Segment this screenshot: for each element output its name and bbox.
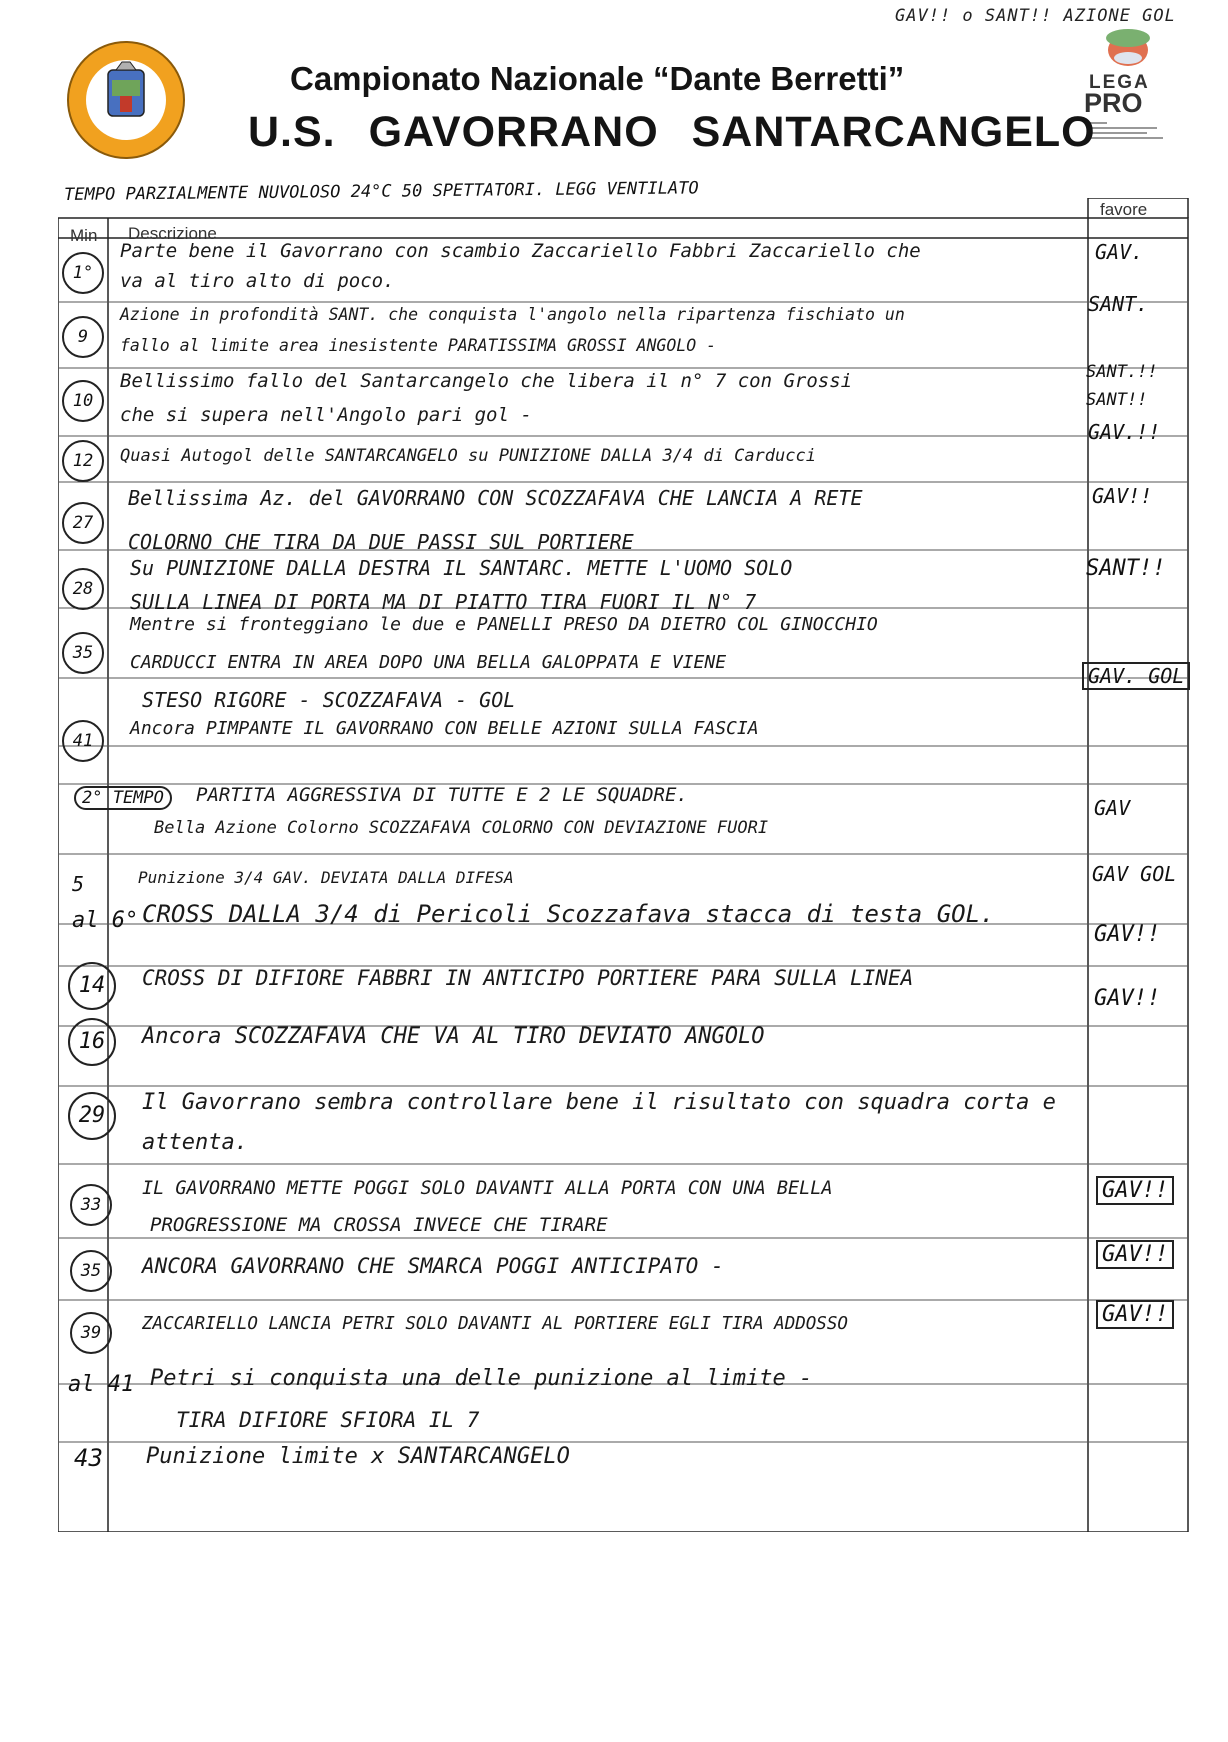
minute-marker: 16 <box>68 1018 116 1066</box>
second-half-label: 2° TEMPO <box>74 786 172 810</box>
entry-text: CARDUCCI ENTRA IN AREA DOPO UNA BELLA GALOPPATA E VIENE <box>130 652 727 673</box>
favore-value: GAV GOL <box>1092 862 1177 886</box>
entry-text: Ancora SCOZZAFAVA CHE VA AL TIRO DEVIATO ANGOLO <box>142 1024 765 1049</box>
column-header-favore: favore <box>1100 200 1148 219</box>
match-teams: U.S. GAVORRANO SANTARCANGELO <box>248 108 1096 156</box>
minute-marker: 41 <box>62 720 104 762</box>
entry-text: Petri si conquista una delle punizione al limite - <box>150 1366 813 1391</box>
entry-text: Ancora PIMPANTE IL GAVORRANO CON BELLE AZIONI SULLA FASCIA <box>130 718 759 739</box>
minute-marker: 27 <box>62 502 104 544</box>
minute-marker: 43 <box>74 1444 103 1472</box>
entry-text: Azione in profondità SANT. che conquista l'angolo nella ripartenza fischiato un <box>120 305 905 324</box>
minute-marker: 9 <box>62 316 104 358</box>
minute-marker: 10 <box>62 380 104 422</box>
minute-marker: 28 <box>62 568 104 610</box>
lega-pro-logo-line1: LEGA <box>1089 72 1150 93</box>
entry-text: IL GAVORRANO METTE POGGI SOLO DAVANTI ALLA PORTA CON UNA BELLA <box>142 1178 833 1199</box>
minute-marker: 35 <box>62 632 104 674</box>
minute-marker: 12 <box>62 440 104 482</box>
column-header-min: Min <box>70 226 98 245</box>
favore-value: SANT!! <box>1086 556 1166 581</box>
lega-pro-logo-fineprint <box>1087 122 1165 142</box>
column-header-descrizione: Descrizione <box>128 224 217 243</box>
entry-text: PROGRESSIONE MA CROSSA INVECE CHE TIRARE <box>150 1214 608 1236</box>
favore-value: SANT.!! SANT!! <box>1086 362 1158 410</box>
favore-value: GAV. GOL <box>1082 662 1190 690</box>
minute-marker: 5 <box>72 872 85 896</box>
favore-value: GAV <box>1094 796 1131 820</box>
entry-text: Parte bene il Gavorrano con scambio Zaccariello Fabbri Zaccariello che <box>120 240 921 262</box>
entry-text: Punizione limite x SANTARCANGELO <box>146 1444 570 1469</box>
entry-text: COLORNO CHE TIRA DA DUE PASSI SUL PORTIERE <box>128 530 634 554</box>
entry-text: Bellissima Az. del GAVORRANO CON SCOZZAFAVA CHE LANCIA A RETE <box>128 486 863 510</box>
minute-marker: al 41 <box>68 1372 135 1397</box>
entry-text: fallo al limite area inesistente PARATISSIMA GROSSI ANGOLO - <box>120 336 717 355</box>
entry-text: PARTITA AGGRESSIVA DI TUTTE E 2 LE SQUADRE. <box>196 784 688 806</box>
entry-text: attenta. <box>142 1130 248 1155</box>
favore-value: GAV. <box>1095 240 1144 264</box>
entry-text: Su PUNIZIONE DALLA DESTRA IL SANTARC. METTE L'UOMO SOLO <box>130 556 793 580</box>
entry-text: SULLA LINEA DI PORTA MA DI PIATTO TIRA FUORI IL N° 7 <box>130 590 757 614</box>
favore-value: GAV!! <box>1096 1240 1174 1269</box>
entry-text: TIRA DIFIORE SFIORA IL 7 <box>176 1408 480 1432</box>
minute-marker: 14 <box>68 962 116 1010</box>
minute-marker: 33 <box>70 1184 112 1226</box>
favore-value: GAV!! <box>1094 986 1161 1011</box>
entry-text: CROSS DI DIFIORE FABBRI IN ANTICIPO PORTIERE PARA SULLA LINEA <box>142 966 914 990</box>
top-legend: GAV!! o SANT!! AZIONE GOL <box>895 6 1176 26</box>
entry-text: va al tiro alto di poco. <box>120 270 395 292</box>
entry-text: CROSS DALLA 3/4 di Pericoli Scozzafava stacca di testa GOL. <box>142 900 995 928</box>
championship-title: Campionato Nazionale “Dante Berretti” <box>290 60 905 97</box>
entry-text: STESO RIGORE - SCOZZAFAVA - GOL <box>142 688 516 712</box>
favore-value: GAV!! <box>1096 1300 1174 1329</box>
favore-value: GAV!! <box>1092 484 1153 508</box>
favore-value: SANT. <box>1088 292 1149 316</box>
weather-conditions: TEMPO PARZIALMENTE NUVOLOSO 24°C 50 SPETTATORI. LEGG VENTILATO <box>64 178 699 205</box>
entry-text: Bellissimo fallo del Santarcangelo che libera il n° 7 con Grossi <box>120 370 853 392</box>
minute-marker: 39 <box>70 1312 112 1354</box>
entry-text: Punizione 3/4 GAV. DEVIATA DALLA DIFESA <box>138 868 514 887</box>
lega-pro-logo-line2: PRO <box>1084 88 1143 118</box>
entry-text: che si supera nell'Angolo pari gol - <box>120 404 532 426</box>
minute-marker: 1° <box>62 252 104 294</box>
favore-value: GAV!! <box>1096 1176 1174 1205</box>
favore-value: GAV!! <box>1094 922 1161 947</box>
minute-marker: 29 <box>68 1092 116 1140</box>
entry-text: Bella Azione Colorno SCOZZAFAVA COLORNO CON DEVIAZIONE FUORI <box>154 818 769 838</box>
entry-text: ANCORA GAVORRANO CHE SMARCA POGGI ANTICIPATO - <box>142 1254 724 1278</box>
entry-text: Mentre si fronteggiano le due e PANELLI PRESO DA DIETRO COL GINOCCHIO <box>130 614 878 635</box>
entry-text: Il Gavorrano sembra controllare bene il risultato con squadra corta e <box>142 1090 1056 1115</box>
favore-value: GAV.!! <box>1088 420 1161 444</box>
entry-text: ZACCARIELLO LANCIA PETRI SOLO DAVANTI AL PORTIERE EGLI TIRA ADDOSSO <box>142 1314 848 1334</box>
minute-marker: 35 <box>70 1250 112 1292</box>
club-logo <box>64 38 188 162</box>
entry-text: Quasi Autogol delle SANTARCANGELO su PUNIZIONE DALLA 3/4 di Carducci <box>120 446 816 466</box>
minute-marker: al 6° <box>72 908 139 933</box>
